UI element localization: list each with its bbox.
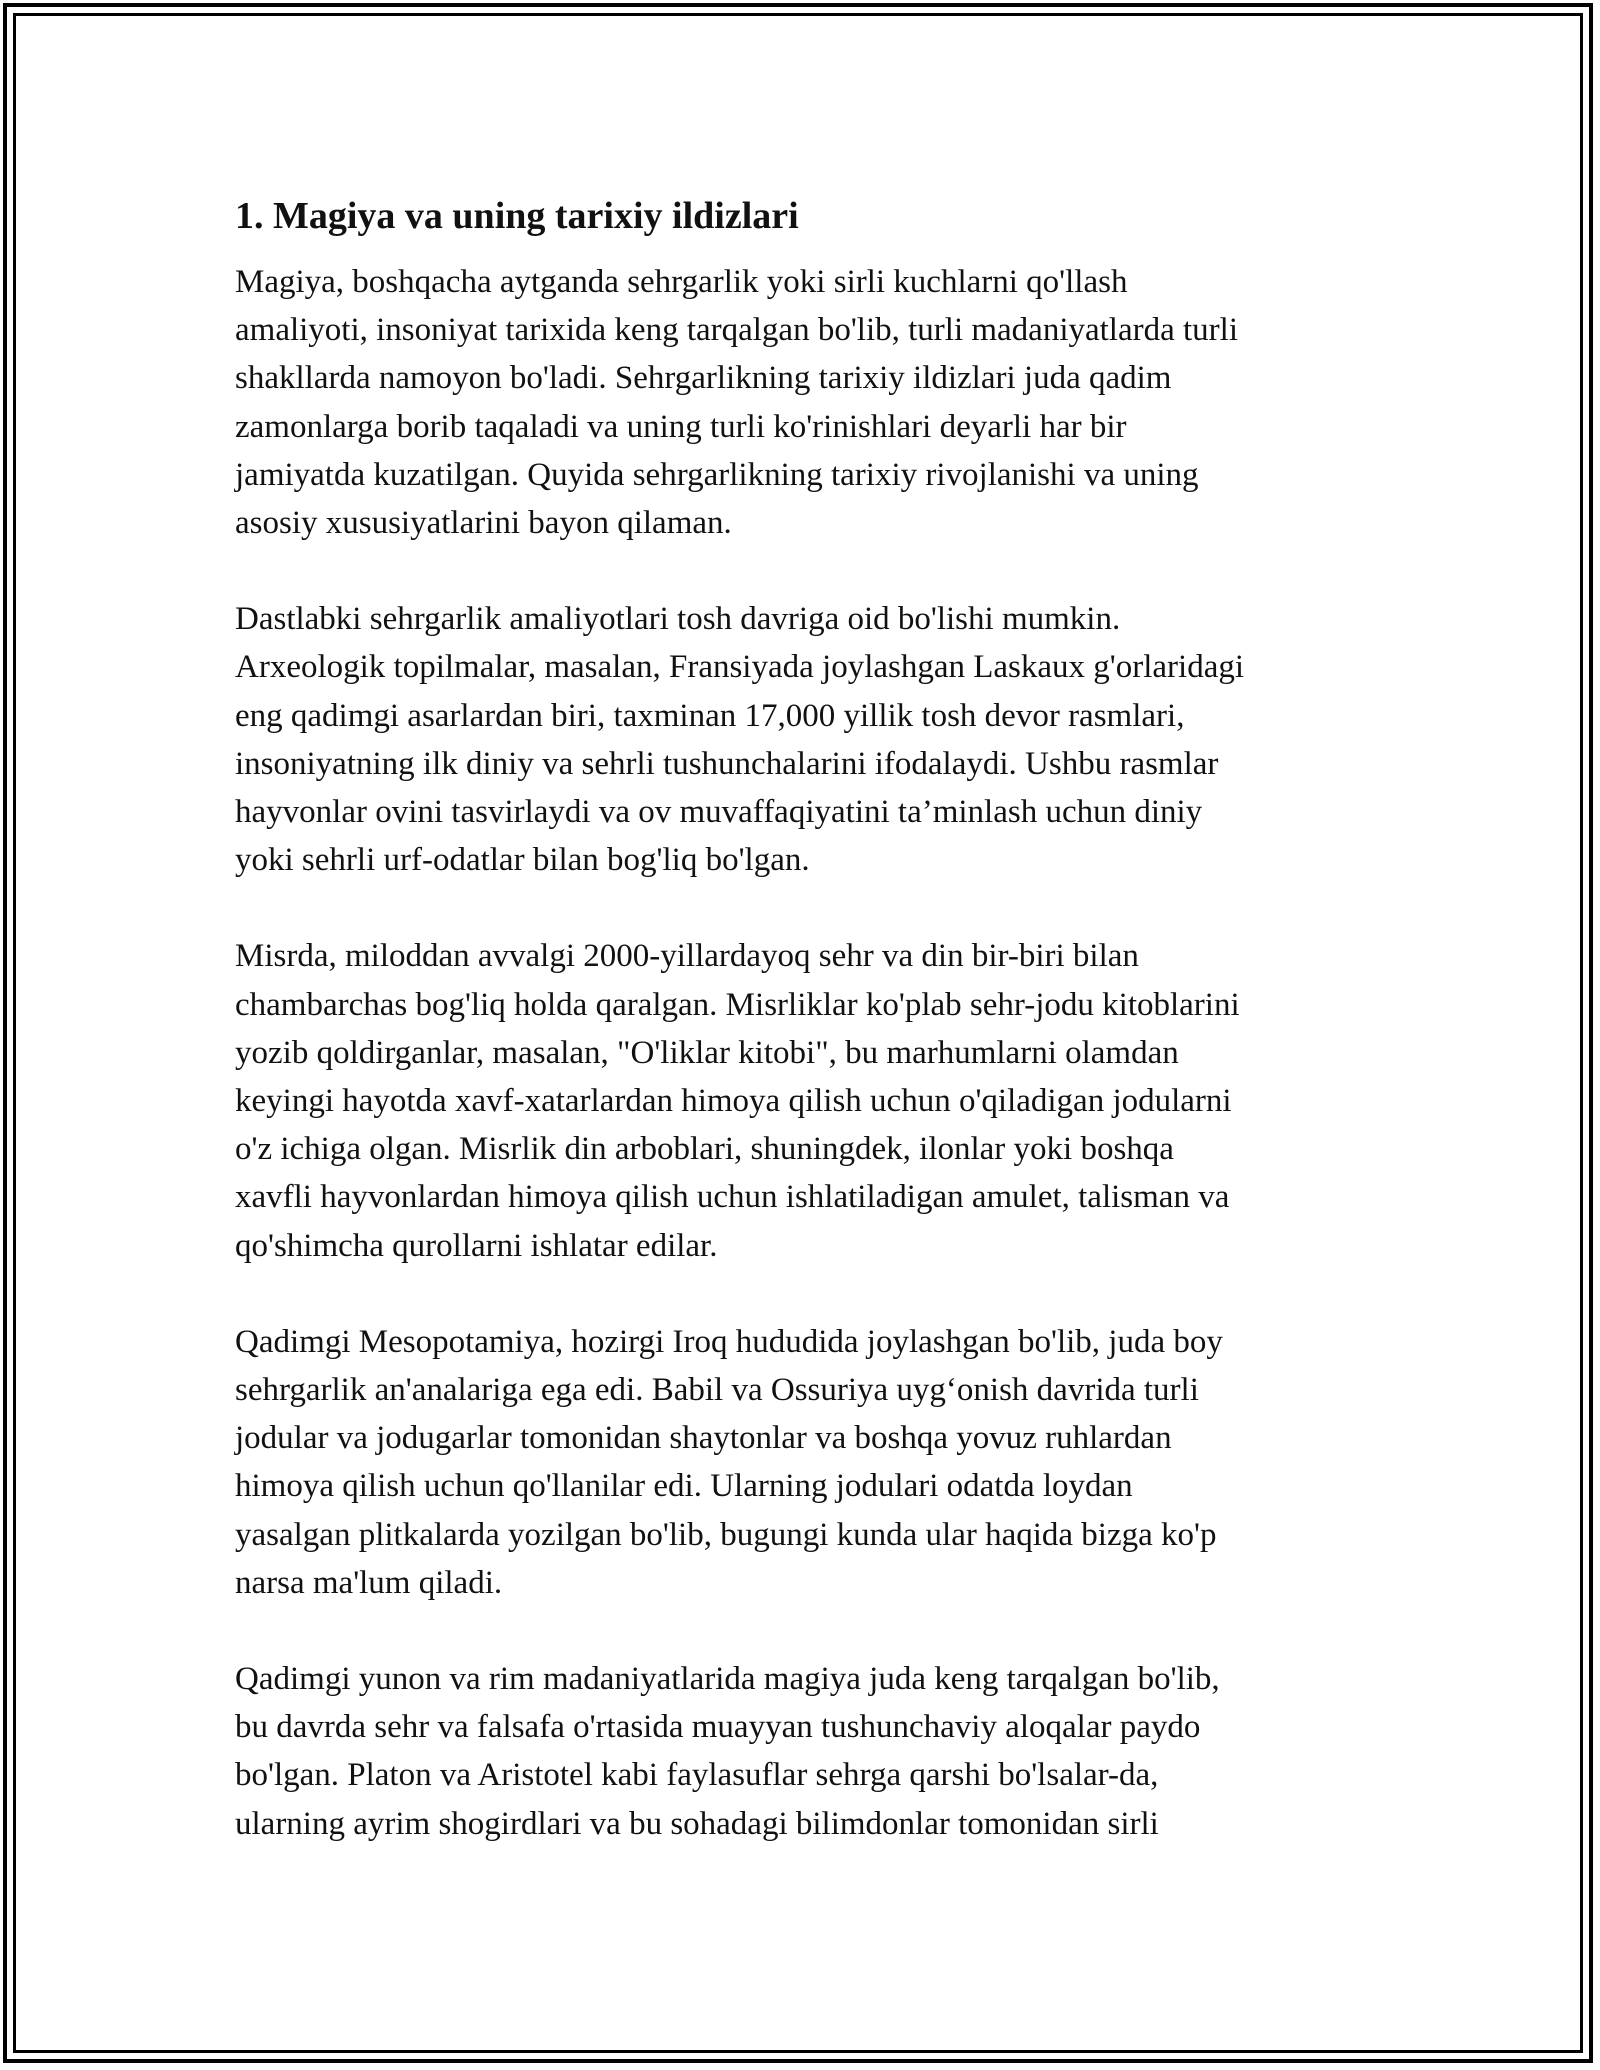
paragraph-line: insoniyatning ilk diniy va sehrli tushunchalarini ifodalaydi. Ushbu rasmlar [235,745,1219,782]
paragraph-line: Arxeologik topilmalar, masalan, Fransiyada joylashgan Laskaux g'orlaridagi [235,649,1245,686]
paragraph-line: himoya qilish uchun qo'llanilar edi. Ularning jodulari odatda loydan [235,1468,1133,1505]
paragraph-line: jodular va jodugarlar tomonidan shaytonlar va boshqa yovuz ruhlardan [235,1420,1172,1457]
paragraph-line: ularning ayrim shogirdlari va bu sohadagi bilimdonlar tomonidan sirli [235,1805,1159,1842]
paragraph-3 [235,932,1370,1269]
paragraph-line: bu davrda sehr va falsafa o'rtasida muayyan tushunchaviy aloqalar paydo [235,1709,1201,1746]
paragraph-line: yasalgan plitkalarda yozilgan bo'lib, bugungi kunda ular haqida bizga ko'p [235,1516,1217,1553]
paragraph-line: bo'lgan. Platon va Aristotel kabi faylasuflar sehrga qarshi bo'lsalar-da, [235,1757,1159,1794]
paragraph-line: zamonlarga borib taqaladi va uning turli ko'rinishlari deyarli har bir [235,408,1127,445]
paragraph-line: Qadimgi Mesopotamiya, hozirgi Iroq hududida joylashgan bo'lib, juda boy [235,1323,1223,1360]
paragraph-4 [235,1318,1370,1607]
paragraph-line: keyingi hayotda xavf-xatarlardan himoya qilish uchun o'qiladigan jodularni [235,1083,1232,1120]
paragraph-line: o'z ichiga olgan. Misrlik din arboblari, shuningdek, ilonlar yoki boshqa [235,1131,1174,1168]
paragraph-line: chambarchas bog'liq holda qaralgan. Misrliklar ko'plab sehr-jodu kitoblarini [235,986,1240,1023]
paragraph-line: Magiya, boshqacha aytganda sehrgarlik yoki sirli kuchlarni qo'llash [235,264,1128,300]
paragraph-line: jamiyatda kuzatilgan. Quyida sehrgarlikning tarixiy rivojlanishi va uning [235,456,1199,493]
document-body [235,188,1370,1896]
paragraph-line: asosiy xususiyatlarini bayon qilaman. [235,505,732,542]
paragraph-line: qo'shimcha qurollarni ishlatar edilar. [235,1227,718,1264]
section-heading: 1. Magiya va uning tarixiy ildizlari [235,195,799,237]
paragraph-line: Dastlabki sehrgarlik amaliyotlari tosh davriga oid bo'lishi mumkin. [235,601,1121,638]
paragraph-line: amaliyoti, insoniyat tarixida keng tarqalgan bo'lib, turli madaniyatlarda turli [235,312,1239,349]
paragraph-line: hayvonlar ovini tasvirlaydi va ov muvaffaqiyatini ta’minlash uchun diniy [235,794,1203,831]
paragraph-line: shakllarda namoyon bo'ladi. Sehrgarlikning tarixiy ildizlari juda qadim [235,360,1172,397]
paragraph-line: narsa ma'lum qiladi. [235,1564,503,1601]
paragraph-line: xavfli hayvonlardan himoya qilish uchun ishlatiladigan amulet, talisman va [235,1179,1230,1216]
paragraph-line: yoki sehrli urf-odatlar bilan bog'liq bo'lgan. [235,842,810,879]
paragraph-2 [235,595,1370,884]
paragraph-5 [235,1655,1370,1848]
paragraph-line: Misrda, miloddan avvalgi 2000-yillardayoq sehr va din bir-biri bilan [235,938,1139,975]
paragraph-1 [235,258,1370,547]
paragraph-line: eng qadimgi asarlardan biri, taxminan 17,000 yillik tosh devor rasmlari, [235,697,1185,734]
paragraph-line: yozib qoldirganlar, masalan, "O'liklar kitobi", bu marhumlarni olamdan [235,1034,1179,1071]
paragraph-line: sehrgarlik an'analariga ega edi. Babil va Ossuriya uyg‘onish davrida turli [235,1372,1199,1409]
paragraph-line: Qadimgi yunon va rim madaniyatlarida magiya juda keng tarqalgan bo'lib, [235,1661,1220,1698]
